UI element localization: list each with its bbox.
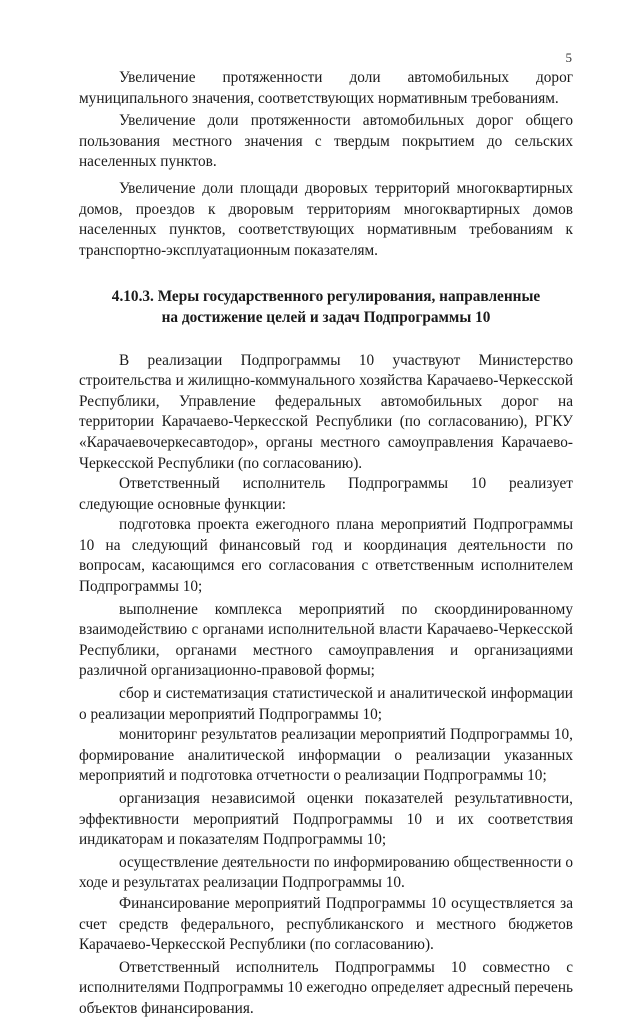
function-item-4: мониторинг результатов реализации мероприятий Подпрограммы 10, формирование аналитической информации о реализации указанных мероприятий и подготовка отчетности о реализации Подпрограммы 10; [79,726,573,785]
section-paragraph-2: Ответственный исполнитель Подпрограммы 10 реализует следующие основные функции: [79,475,573,513]
section-paragraph-1: В реализации Подпрограммы 10 участвуют Министерство строительства и жилищно-коммунального хозяйства Карачаево-Черкесской Республики, Управление федеральных автомобильных дорог на территории Карачаево-Черкесской Республики (по согласованию), РГКУ «Карачаевочеркесавтодор», органы местного самоуправления Карачаево-Черкесской Республики (по согласованию). [79,351,573,472]
function-item-1: подготовка проекта ежегодного плана мероприятий Подпрограммы 10 на следующий финансовый год и координация деятельности по вопросам, касающимся его согласования с ответственным исполнителем Подпрограммы 10; [79,516,573,596]
page-content [79,68,573,1020]
financing-list-paragraph: Ответственный исполнитель Подпрограммы 10 совместно с исполнителями Подпрограммы 10 ежегодно определяет адресный перечень объектов финансирования. [79,958,573,1017]
section-heading [79,287,573,328]
page-number: 5 [565,50,572,65]
section-heading-line-1: 4.10.3. Меры государственного регулирования, направленные [111,288,541,306]
intro-paragraph-3: Увеличение доли площади дворовых территорий многоквартирных домов, проездов к дворовым территориям многоквартирных домов населенных пунктов, соответствующих нормативным требованиям к транспортно-эксплуатационным показателям. [79,179,573,259]
section-heading-line-2: на достижение целей и задач Подпрограммы 10 [161,308,491,326]
function-item-6: осуществление деятельности по информированию общественности о ходе и результатах реализации Подпрограммы 10. [79,853,573,892]
intro-paragraph-2: Увеличение доли протяженности автомобильных дорог общего пользования местного значения с твердым покрытием до сельских населенных пунктов. [79,112,573,171]
financing-paragraph: Финансирование мероприятий Подпрограммы 10 осуществляется за счет средств федерального, республиканского и местного бюджетов Карачаево-Черкесской Республики (по согласованию). [79,894,573,954]
intro-paragraph-1: Увеличение протяженности доли автомобильных дорог муниципального значения, соответствующих нормативным требованиям. [79,69,573,107]
function-item-3: сбор и систематизация статистической и аналитической информации о реализации мероприятий Подпрограммы 10; [79,685,573,723]
function-item-5: организация независимой оценки показателей результативности, эффективности мероприятий Подпрограммы 10 и их соответствия индикаторам и показателям Подпрограммы 10; [79,790,573,849]
function-item-2: выполнение комплекса мероприятий по скоординированному взаимодействию с органами исполнительной власти Карачаево-Черкесской Республики, органами местного самоуправления и организациями различной организационно-правовой формы; [79,600,573,680]
